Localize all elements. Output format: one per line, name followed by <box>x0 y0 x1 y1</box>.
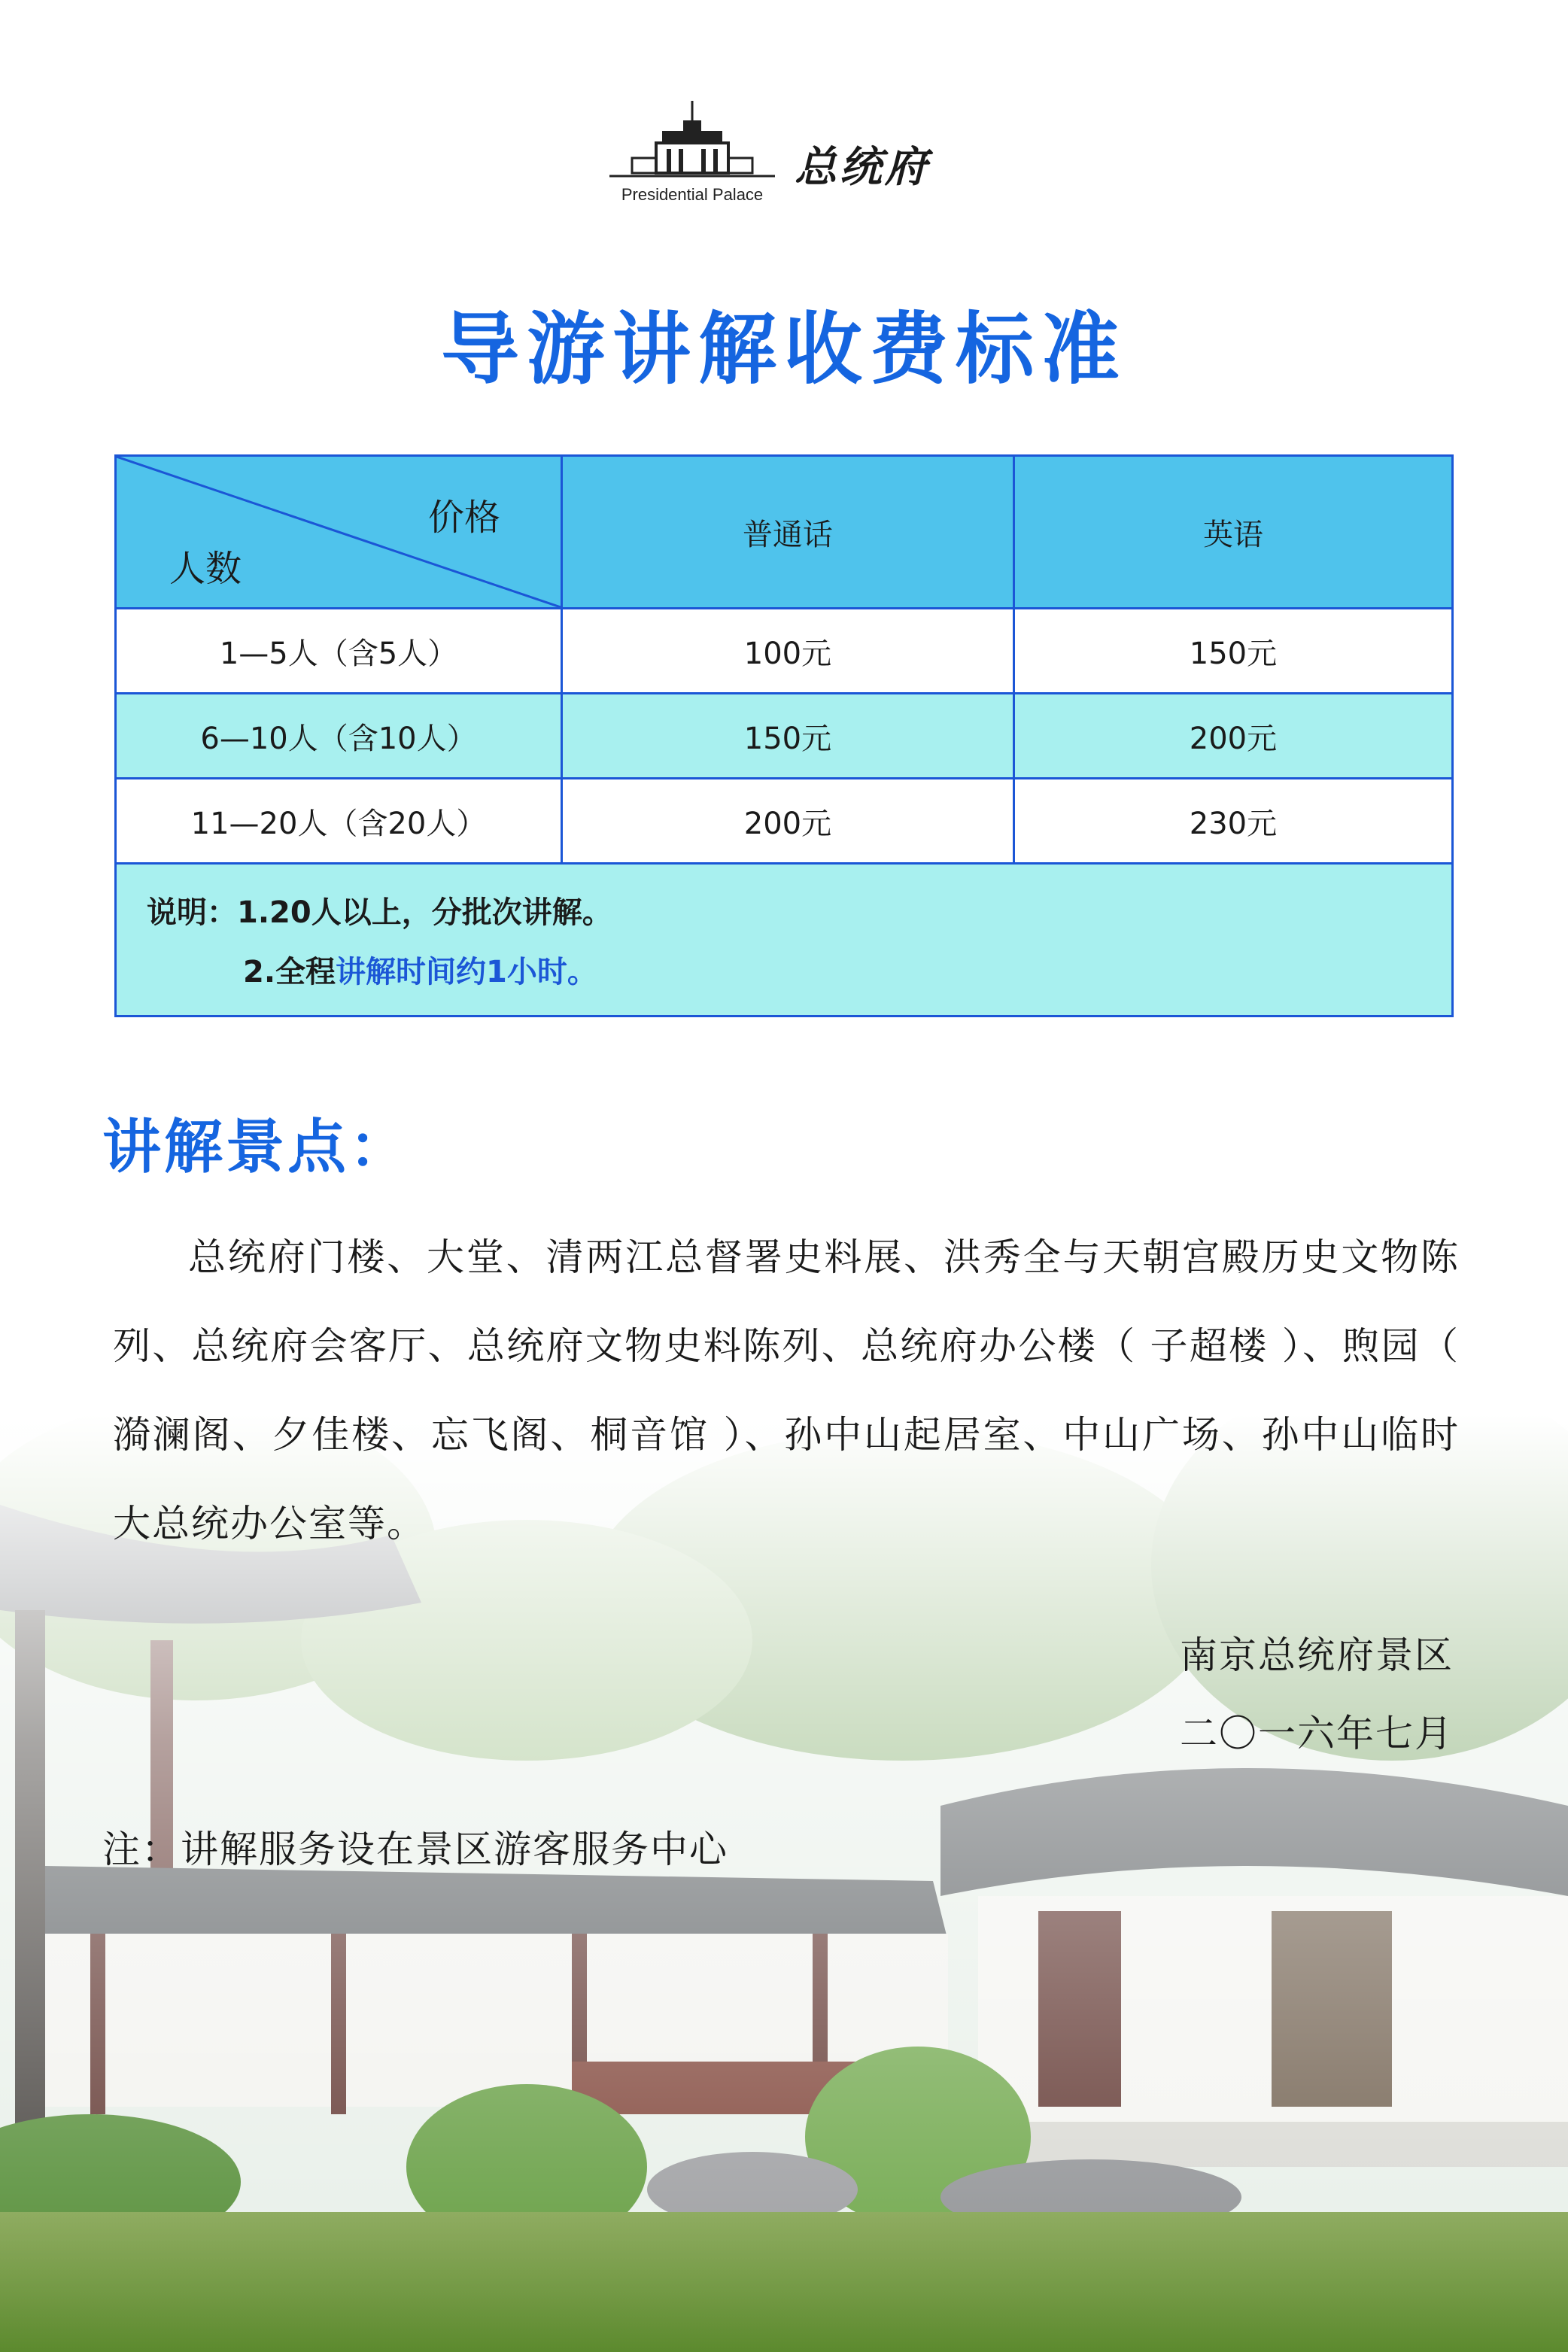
table-row <box>116 694 1453 779</box>
palace-building-icon <box>609 98 775 181</box>
mandarin-price-cell: 100元 <box>562 609 1014 694</box>
logo-english-name: Presidential Palace <box>621 185 764 204</box>
signature-organization: 南京总统府景区 <box>1180 1633 1454 1677</box>
column-header-mandarin: 普通话 <box>562 456 1014 609</box>
mandarin-price-cell: 150元 <box>562 694 1014 779</box>
attractions-heading: 讲解景点： <box>102 1114 412 1181</box>
table-header-row <box>116 456 1453 609</box>
mandarin-price-cell: 200元 <box>562 779 1014 864</box>
note-line-2-highlight: 讲解时间约1小时。 <box>336 955 597 989</box>
group-size-cell: 6—10人（含10人） <box>116 694 562 779</box>
page-title: 导游讲解收费标准 <box>440 303 1127 395</box>
table-row <box>116 609 1453 694</box>
english-price-cell: 200元 <box>1013 694 1452 779</box>
english-price-cell: 150元 <box>1013 609 1452 694</box>
logo-chinese-name: 总统府 <box>795 142 930 192</box>
corner-people-label: 人数 <box>169 548 242 590</box>
table-corner-cell <box>116 456 562 609</box>
fee-table <box>114 454 1454 1017</box>
note-line-2-prefix: 2.全程 <box>243 955 336 989</box>
column-header-english: 英语 <box>1013 456 1452 609</box>
service-footnote: 注：讲解服务设在景区游客服务中心 <box>102 1828 728 1871</box>
signature-date: 二〇一六年七月 <box>1180 1712 1454 1755</box>
table-row <box>116 779 1453 864</box>
group-size-cell: 11—20人（含20人） <box>116 779 562 864</box>
corner-price-label: 价格 <box>427 497 500 539</box>
note-line-2 <box>243 948 1451 991</box>
note-line-1: 说明：1.20人以上，分批次讲解。 <box>147 895 612 930</box>
group-size-cell: 1—5人（含5人） <box>116 609 562 694</box>
presidential-palace-logo <box>609 98 956 211</box>
notes-row <box>116 864 1453 1016</box>
attractions-text: 总统府门楼、大堂、清两江总督署史料展、洪秀全与天朝宫殿历史文物陈列、总统府会客厅、总统府文物史料陈列、总统府办公楼（ 子超楼 ）、煦园（ 漪澜阁、夕佳楼、忘飞阁、桐音馆 ）、孙中山起居室、中山广场、孙中山临时大总统办公室等。 <box>113 1235 1460 1545</box>
english-price-cell: 230元 <box>1013 779 1452 864</box>
notes-cell <box>116 864 1453 1016</box>
